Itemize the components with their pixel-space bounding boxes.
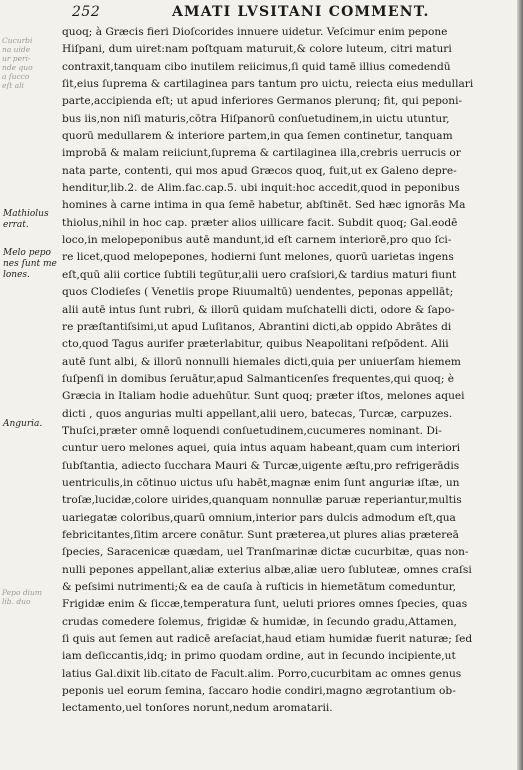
margin-note-mathiolus: Mathiolus errat. — [3, 209, 49, 230]
text-line: ſit,eius ſuprema & cartilaginea pars tantum pro uictu, reiecta eius medullari — [62, 78, 474, 91]
bleed-through-bottom: Pepo dium lib. duo — [2, 588, 42, 606]
text-line: ſi quis aut ſemen aut radicē areſaciat,haud etiam humidæ fuerit naturæ; ſed — [62, 633, 473, 646]
text-line: troſæ,lucidæ,colore uirides,quanquam nonnullæ paruæ reperiantur,multis — [62, 494, 462, 507]
text-line: thiolus,nihil in hoc cap. præter alios uillicare facit. Subdit quoq; Gal.eodē — [62, 216, 458, 229]
text-line: contraxit,tanquam cibo inutilem reiicimus,ſi quid tamē illius comedendū — [62, 60, 451, 73]
text-line: autē ſunt albi, & illorū nonnulli hiemales dicti,quia per uniuerſam hiemem — [62, 355, 461, 368]
text-line: lectamento,uel tonſores norunt,nedum aromatarii. — [62, 702, 333, 715]
text-line: febricitantes,ſitim arcere conātur. Sunt præterea,ut plures alias prætereā — [62, 528, 459, 541]
text-line: uentriculis,in cōtinuo uictus uſu habēt,magnæ enim ſunt anguriæ iſtæ, un — [62, 476, 460, 489]
margin-note-melopepones: Melo pepo nes ſunt me lones. — [3, 248, 57, 280]
text-line: quos Clodieſes ( Venetiis prope Riuumaltū) uendentes, peponas appellāt; — [62, 286, 454, 299]
text-line: ſuſpenſi in domibus ſeruātur,apud Salmanticenſes frequentes,qui quoq; è — [62, 372, 455, 385]
text-line: parte,accipienda eſt; ut apud inferiores Germanos plerunq; fit, qui peponi- — [62, 95, 463, 108]
text-line: cto,quod Tagus aurifer præterlabitur, quibus Neapolitani reſpōdent. Alii — [62, 338, 449, 351]
text-line: latius Gal.dixit lib.citato de Facult.alim. Porro,cucurbitam ac omnes genus — [62, 667, 462, 680]
bleed-through-top: Cucurbi na uide ur peri- nde quo a ſucco eſt ali — [2, 36, 33, 90]
text-line: eſt,quū alii cortice ſubtili tegūtur,alii uero craſsiori,& tardius maturi fiunt — [62, 268, 457, 281]
text-line: nata parte, contenti, qui mos apud Græcos quoq, fuit,ut ex Galeno depre- — [62, 164, 457, 177]
text-line: iam deſiccantis,idq; in primo quodam ordine, aut in ſecundo incipiente,ut — [62, 650, 456, 663]
text-line: & peſsimi nutrimenti;& ea de cauſa à ruſticis in hiemetātum comeduntur, — [62, 581, 457, 593]
text-line: loco,in melopeponibus autē mandunt,id eſt carnem interiorē,pro quo ſci- — [62, 234, 452, 247]
text-line: Frigidæ enim & ſiccæ,temperatura ſunt, ueluti priores omnes ſpecies, quas — [62, 598, 468, 611]
page-number: 252 — [72, 4, 101, 20]
running-title: AMATI LVSITANI COMMENT. — [172, 4, 430, 20]
page-edge-shadow — [517, 0, 523, 770]
text-line: uariegatæ coloribus,quarū omnium,interior pars dulcis admodum eſt,qua — [62, 511, 456, 524]
text-line: Thuſci,præter omnē loquendi conſuetudinem,cucumeres nominant. Di- — [62, 424, 442, 437]
text-line: peponis uel eorum ſemina, ſaccaro hodie condiri,magno ægrotantium ob- — [62, 685, 456, 698]
text-line: homines à carne intima in qua ſemē habetur, abſtinēt. Sed hæc ignorās Ma — [62, 199, 466, 212]
text-line: alii autē intus ſunt rubri, & illorū quidam muſchatelli dicti, odore & ſapo- — [62, 303, 455, 316]
text-line: nulli pepones appellant,aliæ exterius albæ,aliæ uero ſubluteæ, omnes craſsi — [62, 563, 472, 576]
body-text — [62, 24, 520, 718]
text-line: improbā & malam reiiciunt,ſuprema & cartilaginea illa,crebris uerrucis or — [62, 147, 461, 160]
text-line: ſpecies, Saracenicæ quædam, uel Tranſmarinæ dictæ cucurbitæ, quas non- — [62, 546, 469, 559]
text-line: quorū medullarem & interiore partem,in qua ſemen continetur, tanquam — [62, 130, 453, 143]
text-line: cuntur uero melones aquei, quia intus aquam habeant,quam cum interiori — [62, 442, 461, 455]
running-header — [62, 4, 502, 24]
text-line: Græcia in Italiam hodie aduehūtur. Sunt quoq; præter iſtos, melones aquei — [62, 390, 465, 403]
text-line: re præſtantiſsimi,ut apud Luſitanos, Abrantini dicti,ab oppido Abrātes di — [62, 320, 452, 333]
text-line: quoq; à Græcis fieri Dioſcorides innuere uidetur. Veſcimur enim pepone — [62, 26, 448, 38]
text-line: dicti , quos angurias multi appellant,alii uero, batecas, Turcæ, carpuzes. — [62, 407, 453, 420]
text-line: henditur,lib.2. de Alim.fac.cap.5. ubi inquit:hoc accedit,quod in peponibus — [62, 182, 460, 195]
text-line: crudas comedere ſolemus, frigidæ & humidæ, in ſecundo gradu,Attamen, — [62, 615, 457, 628]
text-line: Hiſpani, dum uiret:nam poſtquam maturuit,& colore luteum, citri maturi — [62, 43, 452, 56]
text-line: re licet,quod melopepones, hodierni ſunt melones, quorū uarietas ingens — [62, 251, 454, 264]
text-line: ſubſtantia, adiecto ſucchara Mauri & Turcæ,uigente æſtu,pro refrigerādis — [62, 459, 460, 472]
margin-note-anguria: Anguria. — [3, 419, 43, 429]
text-line: bus iis,non niſi maturis,cōtra Hiſpanorū conſuetudinem,in uictu utuntur, — [62, 112, 450, 125]
